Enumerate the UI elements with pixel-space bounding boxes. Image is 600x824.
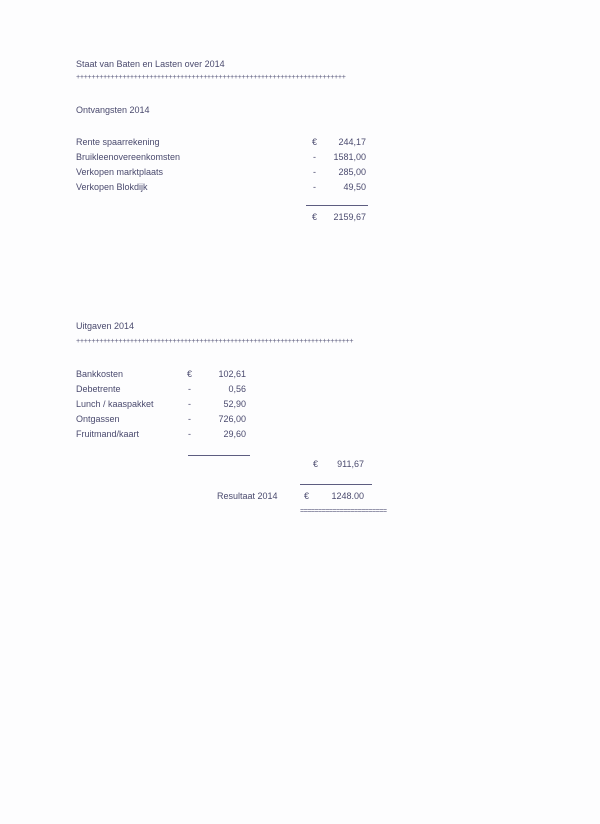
expense-amount: 52,90 — [223, 399, 246, 409]
expense-amount: 726,00 — [218, 414, 246, 424]
expense-label: Lunch / kaaspakket — [76, 399, 154, 409]
expense-row — [76, 428, 246, 442]
expenses-total-sym: € — [313, 459, 319, 469]
income-sym: - — [313, 152, 316, 162]
expense-row — [76, 398, 246, 412]
expense-amount: 29,60 — [223, 429, 246, 439]
expenses-total-row — [300, 458, 364, 472]
income-label: Verkopen marktplaats — [76, 167, 164, 177]
result-label: Resultaat 2014 — [217, 491, 278, 501]
expenses-subtotal-rule — [188, 455, 250, 456]
expenses-total: 911,67 — [337, 459, 364, 469]
income-label: Rente spaarrekening — [76, 137, 160, 147]
expense-sym: - — [188, 429, 191, 439]
plus-separator: ++++++++++++++++++++++++++++++++++++++++++++++++++++++++++++++++++++++ — [76, 74, 346, 82]
income-label: Bruikleenovereenkomsten — [76, 152, 181, 162]
expense-row — [76, 383, 246, 397]
document-title: Staat van Baten en Lasten over 2014 — [76, 59, 225, 69]
income-subtotal-rule — [306, 205, 368, 206]
income-total: 2159,67 — [333, 212, 366, 222]
income-amount: 244,17 — [338, 137, 366, 147]
income-sym: - — [313, 167, 316, 177]
income-row — [76, 136, 366, 150]
expense-sym: - — [188, 384, 191, 394]
income-total-row — [76, 211, 366, 225]
expense-label: Bankkosten — [76, 369, 124, 379]
expense-row — [76, 413, 246, 427]
income-sym: - — [313, 182, 316, 192]
income-label: Verkopen Blokdijk — [76, 182, 148, 192]
expense-label: Ontgassen — [76, 414, 120, 424]
income-amount: 285,00 — [338, 167, 366, 177]
expense-label: Debetrente — [76, 384, 121, 394]
expenses-heading: Uitgaven 2014 — [76, 321, 135, 331]
result-sym: € — [304, 491, 310, 501]
plus-separator: ++++++++++++++++++++++++++++++++++++++++++++++++++++++++++++++++++++++++ — [76, 338, 354, 346]
expense-sym: - — [188, 399, 191, 409]
result-amount: 1248.00 — [331, 491, 364, 501]
income-row — [76, 181, 366, 195]
income-total-sym: € — [312, 212, 318, 222]
income-sym: € — [312, 137, 318, 147]
expense-sym: € — [187, 369, 193, 379]
income-amount: 1581,00 — [333, 152, 366, 162]
income-row — [76, 166, 366, 180]
result-double-rule: ======================== — [300, 508, 387, 516]
income-heading: Ontvangsten 2014 — [76, 105, 150, 115]
expense-amount: 102,61 — [218, 369, 246, 379]
result-rule — [300, 484, 372, 485]
income-row — [76, 151, 366, 165]
expense-label: Fruitmand/kaart — [76, 429, 140, 439]
expense-row — [76, 368, 246, 382]
expense-sym: - — [188, 414, 191, 424]
income-amount: 49,50 — [343, 182, 366, 192]
result-row — [217, 490, 367, 504]
expense-amount: 0,56 — [228, 384, 246, 394]
